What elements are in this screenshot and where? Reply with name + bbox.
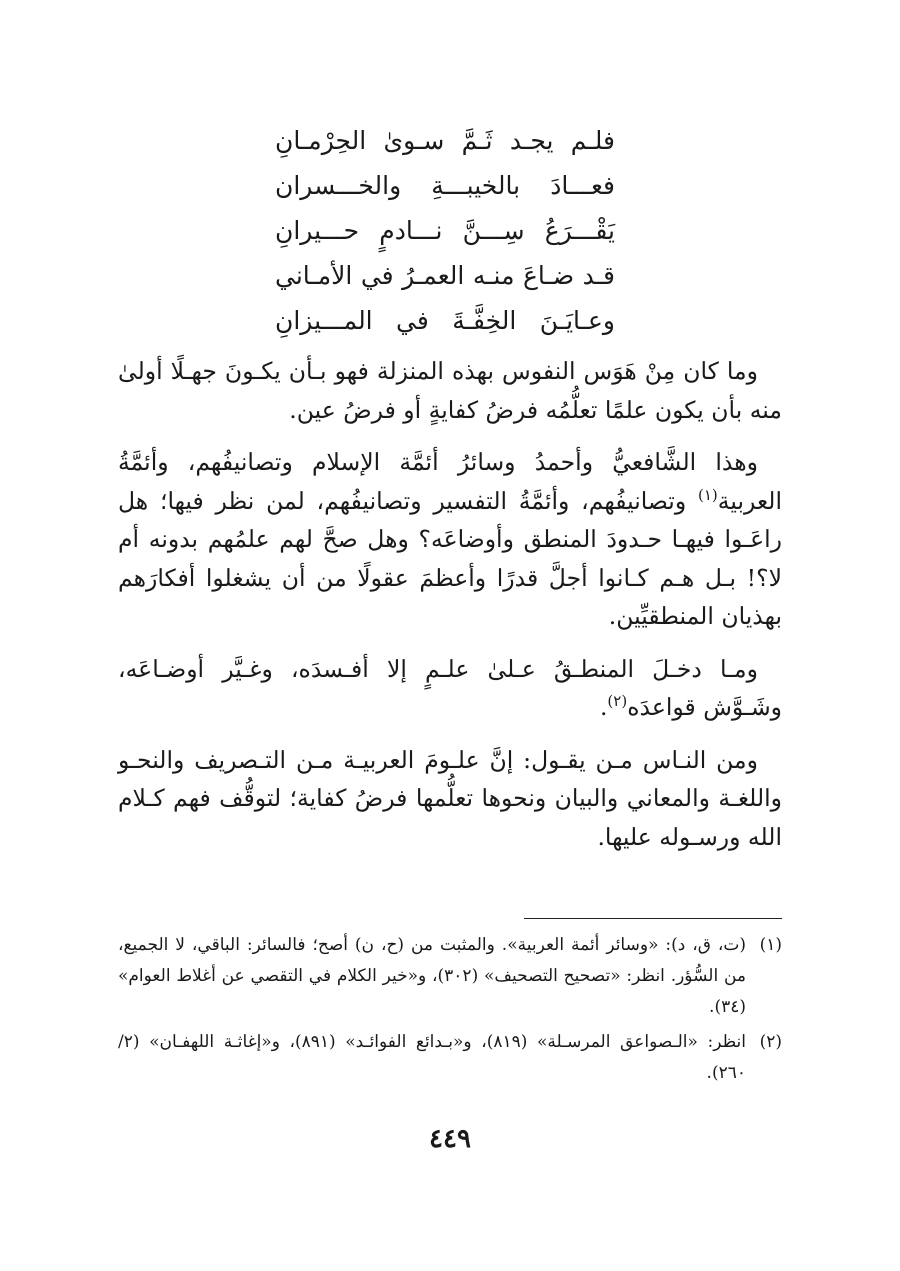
paragraph-3-text-a: ومـا دخـلَ المنطـقُ عـلىٰ علـمٍ إلا أفـسدَه، وغـيَّر أوضـاعَه، وشَـوَّش قواعدَه (118, 654, 782, 721)
footnote-2 (118, 1027, 782, 1089)
verse-line: وعـايَـنَ الخِفَّـةَ في المـــيزانِ (275, 306, 615, 335)
verse-line: قـد ضـاعَ منـه العمـرُ في الأمـاني (275, 261, 615, 290)
footnote-ref-1[interactable]: (١) (697, 485, 718, 504)
paragraph-3 (118, 650, 782, 727)
verse-line: فعـــادَ بالخيبـــةِ والخـــسران (275, 171, 615, 200)
paragraph-2-text-b: وتصانيفُهم، وأئمَّةُ التفسير وتصانيفُهم، لمن نظر فيها؛ هل راعَـوا فيهـا حـدودَ المنطق وأوضاعَه؟ وهل صحَّ لهم علمُهم بدونه أم لا؟! بـل هـم كـانوا أجلَّ قدرًا وأعظمَ عقولًا من أن يشغلوا أفكارَهم بهذيان المنطقيِّين. (118, 486, 782, 630)
verse-line: يَقْـــرَعُ سِـــنَّ نـــادمٍ حـــيرانِ (275, 216, 615, 245)
footnote-number: (١) (759, 935, 782, 955)
paragraph-3-text-b: . (599, 693, 608, 721)
paragraph-2 (118, 443, 782, 636)
main-text (118, 352, 782, 870)
paragraph-4: ومن النـاس مـن يقـول: إنَّ علـومَ العربيـة مـن التـصريف والنحـو واللغـة والمعاني والبيان ونحوها تعلُّمها فرضُ كفاية؛ لتوقُّف فهم كـلام الله ورسـوله عليها. (118, 745, 782, 851)
footnote-number: (٢) (759, 1032, 782, 1052)
paragraph-1: وما كان مِنْ هَوَس النفوس بهذه المنزلة فهو بـأن يكـونَ جهـلًا أولىٰ منه بأن يكون علمًا تعلُّمُه فرضُ كفايةٍ أو فرضُ عين. (118, 357, 782, 424)
footnote-text: انظر: «الـصواعق المرسـلة» (٨١٩)، و«بـدائع الفوائـد» (٨٩١)، و«إغاثـة اللهفـان» (٢/ ٢٦٠). (118, 1032, 746, 1083)
footnote-ref-2[interactable]: (٢) (607, 692, 628, 711)
verse-line: فلـم يجـد ثَـمَّ سـوىٰ الحِرْمـانِ (275, 126, 615, 155)
footnote-text: (ت، ق، د): «وسائر أئمة العربية». والمثبت من (ح، ن) أصح؛ فالسائر: الباقي، لا الجميع، من السُّؤر. انظر: «تصحيح التصحيف» (٣٠٢)، و«خير الكلام في التقصي عن أغلاط العوام» (٣٤). (118, 935, 746, 1017)
footnote-1 (118, 930, 782, 1023)
footnote-separator (524, 918, 782, 919)
footnotes (118, 930, 782, 1093)
poem-verse (275, 118, 615, 343)
paragraph-2-text-a: وهذا الشَّافعيُّ وأحمدُ وسائرُ أئمَّة الإسلام وتصانيفُهم، وأئمَّةُ العربية (118, 448, 782, 515)
page-number: ٤٤٩ (429, 1124, 471, 1154)
